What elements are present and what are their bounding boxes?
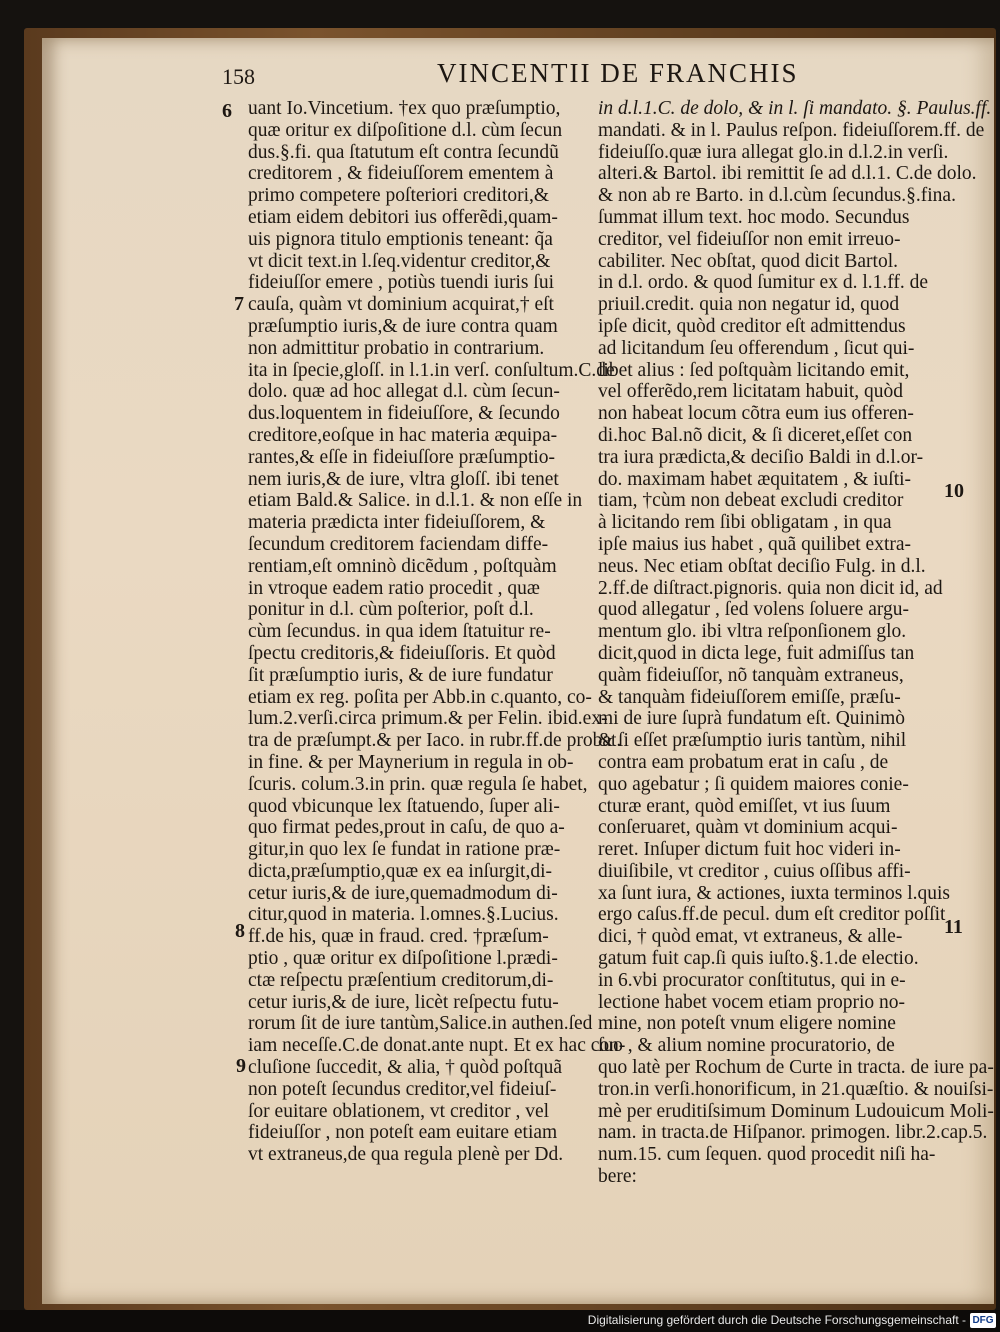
dfg-logo: DFG (970, 1313, 996, 1328)
page-number: 158 (222, 64, 255, 89)
text-line: à licitando rem ſibi obligatam , in qua (598, 512, 892, 534)
text-line: lectione habet vocem etiam proprio no- (598, 991, 906, 1013)
text-line: 2.ff.de diſtract.pignoris. quia non dicit id, ad (598, 577, 943, 599)
text-line: vel offerẽdo,rem licitatam habuit, quòd (598, 381, 904, 403)
text-line: rorum ſit de iure tantùm,Salice.in authen.ſed (248, 1013, 593, 1035)
text-line: dolo. quæ ad hoc allegat d.l. cùm ſecun- (248, 381, 560, 403)
text-line: non habeat locum cõtra eum ius offeren- (598, 403, 914, 425)
text-line: dici, † quòd emat, vt extraneus, & alle- (598, 926, 903, 948)
text-line: fideiuſſo.quæ iura allegat glo.in d.l.2.in verſi. (598, 141, 949, 163)
text-line: ipſe dicit, quòd creditor eſt admittendus (598, 315, 906, 337)
text-line: in vtroque eadem ratio procedit , quæ (248, 577, 540, 599)
text-line: uis pignora titulo emptionis teneant: q̃a (248, 228, 553, 250)
page-header (222, 58, 799, 98)
text-line: in 6.vbi procurator conſtitutus, qui in e- (598, 969, 906, 991)
text-line: etiam Bald.& Salice. in d.l.1. & non eſſe in (248, 490, 583, 512)
text-line: contra eam probatum erat in caſu , de (598, 751, 889, 773)
text-line: dicta,præſumptio,quæ ex ea inſurgit,di- (248, 860, 553, 882)
text-line: cetur iuris,& de iure,quemadmodum di- (248, 882, 558, 904)
text-line: materia prædicta inter fideiuſſorem, & (248, 512, 546, 534)
text-line: mine, non poteſt vnum eligere nomine (598, 1013, 896, 1035)
text-line: nam. in tracta.de Hiſpanor. primogen. libr.2.cap.5. (598, 1122, 988, 1144)
text-line: in d.l. ordo. & quod ſumitur ex d. l.1.ff. de (598, 272, 929, 294)
text-line: num.15. cum ſequen. quod procedit niſi ha- (598, 1144, 936, 1166)
text-line: non admittitur probatio in contrarium. (248, 337, 545, 359)
footer-bar (0, 1310, 1000, 1332)
marginal-number: 11 (944, 916, 963, 938)
text-line: in d.l.1.C. de dolo, & in l. ſi mandato. §. Paulus.ff. (598, 98, 992, 119)
marginal-number: 8 (235, 920, 245, 942)
text-line: cluſione ſuccedit, & alia, † quòd poſtquã (248, 1057, 563, 1079)
text-line: ſecundum creditorem faciendam diffe- (248, 533, 549, 555)
text-line: ſpectu creditoris,& fideiuſſoris. Et quòd (248, 642, 556, 664)
text-line: ergo caſus.ff.de pecul. dum eſt creditor poſſit (598, 904, 946, 926)
text-line: tra de præſumpt.& per Iaco. in rubr.ff.de probat. (248, 730, 622, 752)
text-line: quàm fideiuſſor, nõ tanquàm extraneus, (598, 664, 904, 686)
text-line: creditore,eoſque in hac materia æquipa- (248, 424, 558, 446)
text-line: quæ oritur ex diſpoſitione d.l. cùm ſecun (248, 119, 563, 141)
text-line: ff.de his, quæ in fraud. cred. †præſum- (248, 926, 549, 948)
text-line: priuil.credit. quia non negatur id, quod (598, 294, 900, 316)
text-line: cùm ſecundus. in qua idem ſtatuitur re- (248, 621, 551, 643)
text-line: etiam ex reg. poſita per Abb.in c.quanto, co- (248, 686, 592, 708)
text-line: iam neceſſe.C.de donat.ante nupt. Et ex hac con- (248, 1035, 626, 1057)
text-line: quod allegatur , ſed volens ſoluere argu- (598, 599, 910, 621)
text-line: mè per eruditiſsimum Dominum Ludouicum Moli- (598, 1100, 994, 1122)
text-line: neus. Nec etiam obſtat deciſio Fulg. in d.l. (598, 555, 926, 577)
text-line: do. maximam habet æquitatem , & iuſti- (598, 468, 912, 490)
text-line: creditor, vel fideiuſſor non emit irreuo- (598, 228, 901, 250)
text-line: dicit,quod in dicta lege, fuit admiſſus tan (598, 642, 915, 664)
text-line: cetur iuris,& de iure, licèt reſpectu futu- (248, 991, 559, 1013)
text-line: rentiam,eſt omninò dicẽdum , poſtquàm (248, 555, 557, 577)
text-line: ponitur in d.l. cùm poſterior, poſt d.l. (248, 599, 534, 621)
text-line: & non ab re Barto. in d.l.cùm ſecundus.§.fina. (598, 185, 956, 207)
text-line: ptio , quæ oritur ex diſpoſitione l.prædi- (248, 948, 558, 970)
text-line: fideiuſſor emere , potiùs tuendi iuris ſui (248, 272, 554, 294)
text-line: mi de iure ſuprà fundatum eſt. Quinimò (598, 708, 906, 730)
text-line: gatum fuit cap.ſi quis iuſto.§.1.de electio. (598, 948, 919, 970)
text-line: nem iuris,& de iure, vltra gloſſ. ibi tenet (248, 468, 559, 490)
text-line: quod vbicunque lex ſtatuendo, ſuper ali- (248, 795, 560, 817)
running-title: VINCENTII DE FRANCHIS (437, 58, 799, 88)
text-line: quo agebatur ; ſi quidem maiores conie- (598, 773, 909, 795)
text-line: tron.in verſi.honorificum, in 21.quæſtio. & nouiſsi- (598, 1078, 994, 1100)
text-line: ctæ reſpectu præſentium creditorum,di- (248, 969, 554, 991)
text-line: dus.§.fi. qua ſtatutum eſt contra ſecundũ (248, 141, 559, 163)
text-line: cturæ erant, quòd emiſſet, vt ius ſuum (598, 795, 891, 817)
text-line: mentum glo. ibi vltra reſponſionem glo. (598, 621, 907, 643)
funding-notice: Digitalisierung gefördert durch die Deutsche Forschungsgemeinschaft - (587, 1313, 966, 1327)
text-line: conſeruaret, quàm vt dominium acqui- (598, 817, 898, 839)
text-line: rantes,& eſſe in fideiuſſore præſumptio- (248, 446, 556, 468)
text-line: quo firmat pedes,prout in caſu, de quo a- (248, 817, 565, 839)
text-line: & tanquàm fideiuſſorem emiſſe, præſu- (598, 686, 901, 708)
marginal-number: 7 (234, 293, 244, 315)
text-line: bere: (598, 1166, 637, 1188)
text-line: alteri.& Bartol. ibi remittit ſe ad d.l.1. C.de dolo. (598, 163, 977, 185)
text-line: cabiliter. Nec obſtat, quod dicit Bartol. (598, 250, 899, 272)
text-line: lum.2.verſi.circa primum.& per Felin. ibid.ex- (248, 708, 608, 730)
text-line: ipſe maius ius habet , quã quilibet extra- (598, 533, 911, 555)
text-line: libet alius : ſed poſtquàm licitando emit, (598, 359, 910, 381)
text-line: ad licitandum ſeu offerendum , ſicut qui- (598, 337, 915, 359)
text-line: citur,quod in materia. l.omnes.§.Lucius. (248, 904, 559, 926)
marginal-number: 6 (222, 100, 232, 122)
text-line: præſumptio iuris,& de iure contra quam (248, 315, 558, 337)
marginal-number: 9 (236, 1055, 246, 1077)
text-line: & ſi eſſet præſumptio iuris tantùm, nihil (598, 730, 907, 752)
text-line: xa ſunt iura, & actiones, iuxta terminos l.quis (598, 882, 951, 904)
text-line: cauſa, quàm vt dominium acquirat,† eſt (248, 294, 554, 316)
text-line: creditorem , & fideiuſſorem ementem à (248, 163, 554, 185)
text-line: ſor euitare oblationem, vt creditor , vel (248, 1100, 550, 1122)
text-line: vt extraneus,de qua regula plenè per Dd. (248, 1144, 564, 1166)
text-line: uant Io.Vincetium. †ex quo præſumptio, (248, 98, 561, 119)
text-line: non poteſt ſecundus creditor,vel fideiuſ- (248, 1078, 557, 1100)
text-line: dus.loquentem in fideiuſſore, & ſecundo (248, 403, 560, 425)
text-line: ſit præſumptio iuris, & de iure fundatur (248, 664, 553, 686)
text-line: tra iura prædicta,& deciſio Baldi in d.l.or- (598, 446, 924, 468)
text-line: quo latè per Rochum de Curte in tracta. de iure pa- (598, 1057, 994, 1079)
text-line: diuiſibile, vt creditor , cuius oſſibus affi- (598, 860, 911, 882)
left-text-column (248, 98, 626, 1166)
text-line: ita in ſpecie,gloſſ. in l.1.in verſ. conſultum.C.de (248, 359, 615, 381)
text-line: reret. Inſuper dictum fuit hoc videri in- (598, 839, 901, 861)
text-line: ſummat illum text. hoc modo. Secundus (598, 206, 910, 228)
text-line: etiam eidem debitori ius offerẽdi,quam- (248, 206, 558, 228)
text-line: mandati. & in l. Paulus reſpon. fideiuſſorem.ff. de (598, 119, 985, 141)
text-line: ſcuris. colum.3.in prin. quæ regula ſe habet, (248, 773, 588, 795)
text-line: primo competere poſteriori creditori,& (248, 185, 550, 207)
marginal-number: 10 (944, 480, 964, 502)
text-line: gitur,in quo lex ſe fundat in ratione præ- (248, 839, 561, 861)
text-line: tiam, †cùm non debeat excludi creditor (598, 490, 904, 512)
text-line: fideiuſſor , non poteſt eam euitare etiam (248, 1122, 558, 1144)
text-line: ſuo , & alium nomine procuratorio, de (598, 1035, 895, 1057)
text-line: di.hoc Bal.nõ dicit, & ſi diceret,eſſet con (598, 424, 913, 446)
text-line: in fine. & per Maynerium in regula in ob- (248, 751, 574, 773)
text-line: vt dicit text.in l.ſeq.videntur creditor,& (248, 250, 551, 272)
